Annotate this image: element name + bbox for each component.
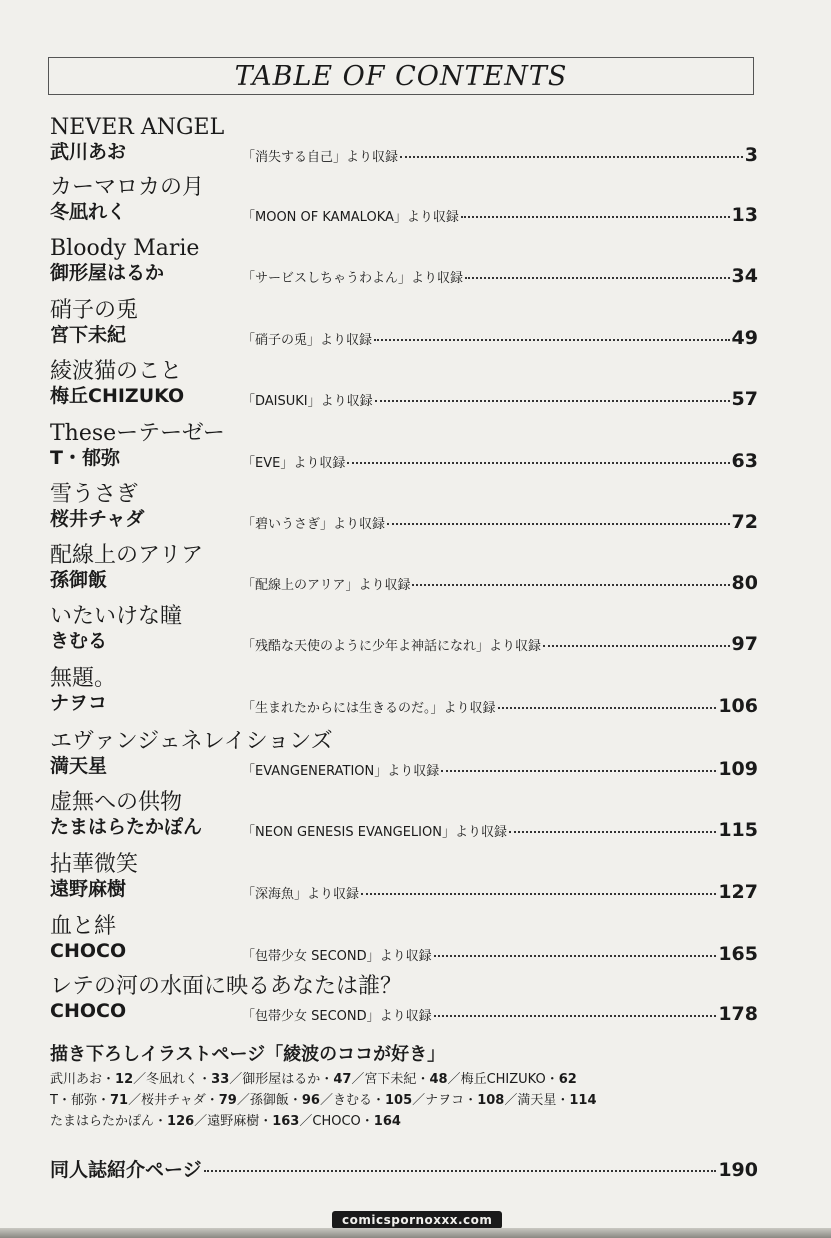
dot-leader [498,707,717,709]
artist-name: 冬凪れく [146,1072,199,1087]
toc-title-box [48,57,754,95]
dot-leader [509,831,716,833]
source-line [242,265,758,287]
page-number: 62 [558,1072,577,1087]
separator: ／ [504,1093,518,1108]
separator: ／ [319,1093,333,1108]
toc-entry[interactable] [50,115,758,175]
story-title: エヴァンジェネレイションズ [50,729,333,754]
dot-separator: ・ [198,1072,212,1087]
illustration-line [50,1090,770,1111]
story-author: 遠野麻樹 [50,878,127,900]
illustration-credit[interactable] [50,1114,194,1129]
illustration-line [50,1069,770,1090]
page-number: 72 [731,511,758,533]
dot-leader [465,277,730,279]
dot-leader [347,462,729,464]
story-author: 孫御飯 [50,569,108,591]
dot-separator: ・ [102,1072,116,1087]
illustration-credit[interactable] [50,1072,133,1087]
source-text: 「深海魚」より収録 [242,887,360,902]
illustration-credit[interactable] [312,1114,401,1129]
page-number: 49 [731,327,758,349]
illustration-credit[interactable] [141,1093,237,1108]
source-line [242,881,758,903]
source-text: 「配線上のアリア」より収録 [242,578,411,593]
source-text: 「硝子の兎」より収録 [242,333,373,348]
story-author: 桜井チャダ [50,508,145,530]
story-author: 冬凪れく [50,201,127,223]
dot-leader [434,1015,717,1017]
page-number: 106 [718,695,758,717]
source-line [242,204,758,226]
illustration-credit[interactable] [146,1072,229,1087]
dot-leader [441,770,716,772]
dot-leader [461,216,730,218]
toc-entry[interactable] [50,543,758,603]
story-author: きむる [50,630,108,652]
artist-name: CHOCO [312,1114,361,1129]
dot-leader [412,584,729,586]
page-number: 34 [731,265,758,287]
source-line [242,943,758,965]
page-number: 63 [731,450,758,472]
source-text: 「消失する自己」より収録 [242,150,399,165]
dot-leader [400,156,743,158]
dot-separator: ・ [556,1093,570,1108]
dot-separator: ・ [154,1114,168,1129]
story-author: CHOCO [50,1000,127,1022]
toc-entry[interactable] [50,298,758,358]
page-number: 109 [718,758,758,780]
illustration-credit[interactable] [517,1093,596,1108]
dot-separator: ・ [464,1093,478,1108]
artist-name: 孫御飯 [249,1093,289,1108]
source-text: 「碧いうさぎ」より収録 [242,517,386,532]
illustration-line [50,1111,770,1132]
separator: ／ [447,1072,461,1087]
illustration-credit[interactable] [207,1114,299,1129]
dot-leader [361,893,716,895]
story-title: カーマロカの月 [50,175,205,200]
page-number: 108 [477,1093,505,1108]
illustration-credit[interactable] [250,1093,320,1108]
page-number: 115 [718,819,758,841]
illustration-credit[interactable] [461,1072,577,1087]
artist-name: T・郁弥 [50,1093,97,1108]
dot-separator: ・ [205,1093,219,1108]
story-author: CHOCO [50,940,127,962]
page-number: 97 [731,633,758,655]
dot-separator: ・ [416,1072,430,1087]
illustration-credit[interactable] [333,1093,412,1108]
source-line [242,327,758,349]
source-line [242,695,758,717]
illustration-credit[interactable] [242,1072,351,1087]
artist-name: きむる [332,1093,372,1108]
artist-name: 遠野麻樹 [207,1114,260,1129]
story-title: 配線上のアリア [50,543,204,568]
page-number: 105 [385,1093,413,1108]
story-title: Theseーテーゼー [50,421,225,446]
source-line [242,511,758,533]
story-title: 無題。 [50,666,117,691]
site-watermark: comicspornoxxx.com [332,1211,502,1229]
story-title: いたいけな瞳 [50,604,183,629]
dot-leader [387,523,730,525]
dot-separator: ・ [545,1072,559,1087]
toc-entry[interactable] [50,974,758,1034]
source-line [242,144,758,166]
page-number: 79 [218,1093,237,1108]
illustration-credit[interactable] [364,1072,447,1087]
story-title: 硝子の兎 [50,298,139,323]
artist-name: 御形屋はるか [242,1072,321,1087]
source-text: 「DAISUKI」より収録 [242,394,373,409]
doujin-label: 同人誌紹介ページ [50,1159,202,1181]
source-line [242,758,758,780]
dot-separator: ・ [288,1093,302,1108]
page-number: 114 [569,1093,597,1108]
source-text: 「EVANGENERATION」より収録 [242,764,440,779]
page-number: 126 [167,1114,195,1129]
dot-leader [434,955,717,957]
separator: ／ [133,1072,147,1087]
source-text: 「EVE」より収録 [242,456,346,471]
story-title: 拈華微笑 [50,852,139,877]
artist-name: 桜井チャダ [141,1093,206,1108]
source-line [242,1003,758,1025]
illustration-section [50,1043,770,1132]
dot-separator: ・ [320,1072,334,1087]
page-number: 3 [744,144,758,166]
toc-entry[interactable] [50,175,758,235]
artist-name: 宮下未紀 [364,1072,417,1087]
separator: ／ [236,1093,250,1108]
separator: ／ [412,1093,426,1108]
page-edge-shadow [0,1228,831,1238]
dot-leader [375,400,730,402]
toc-entry[interactable] [50,852,758,912]
illustration-credit[interactable] [50,1093,128,1108]
toc-entry[interactable] [50,421,758,481]
source-line [242,819,758,841]
story-author: 宮下未紀 [50,324,127,346]
separator: ／ [351,1072,365,1087]
source-text: 「サービスしちゃうわよん」より収録 [242,271,464,286]
toc-entry[interactable] [50,482,758,542]
artist-name: 武川あお [50,1072,103,1087]
artist-name: たまはらたかぽん [50,1114,155,1129]
dot-separator: ・ [360,1114,374,1129]
story-author: 御形屋はるか [50,262,165,284]
toc-entry[interactable] [50,666,758,726]
source-text: 「MOON OF KAMALOKA」より収録 [242,210,459,225]
story-title: NEVER ANGEL [50,115,225,140]
dot-separator: ・ [371,1093,385,1108]
source-line [242,633,758,655]
story-author: たまはらたかぽん [50,816,203,838]
source-text: 「包帯少女 SECOND」より収録 [242,949,432,964]
story-title: レテの河の水面に映るあなたは誰？ [50,974,403,999]
separator: ／ [128,1093,142,1108]
toc-entry[interactable] [50,914,758,974]
story-title: Bloody Marie [50,236,200,261]
separator: ／ [194,1114,208,1129]
page-number: 163 [272,1114,300,1129]
page-number: 164 [373,1114,401,1129]
story-author: ナヲコ [50,692,108,714]
source-line [242,388,758,410]
toc-entry[interactable] [50,604,758,664]
dot-leader [204,1170,717,1172]
dot-separator: ・ [96,1093,110,1108]
page-number: 80 [731,572,758,594]
separator: ／ [299,1114,313,1129]
source-line [242,572,758,594]
illustration-list [50,1069,770,1132]
story-author: T・郁弥 [50,447,120,469]
story-title: 雪うさぎ [50,482,139,507]
artist-name: 満天星 [517,1093,557,1108]
page-number: 190 [718,1159,758,1181]
page-number: 96 [301,1093,320,1108]
source-text: 「包帯少女 SECOND」より収録 [242,1009,432,1024]
story-title: 綾波猫のこと [50,359,183,384]
page-number: 165 [718,943,758,965]
illustration-credit[interactable] [425,1093,504,1108]
story-title: 血と絆 [50,914,117,939]
page-number: 13 [731,204,758,226]
page-number: 127 [718,881,758,903]
source-line [242,450,758,472]
toc-entry[interactable] [50,790,758,850]
dot-leader [543,645,730,647]
illustration-heading: 描き下ろしイラストページ「綾波のココが好き」 [50,1044,446,1065]
source-text: 「残酷な天使のように少年よ神話になれ」より収録 [242,639,542,654]
page-number: 12 [115,1072,134,1087]
doujin-entry[interactable] [50,1155,758,1182]
page-number: 33 [211,1072,230,1087]
page-number: 71 [109,1093,129,1108]
artist-name: 梅丘CHIZUKO [460,1072,546,1087]
page-number: 47 [333,1072,352,1087]
toc-entry[interactable] [50,236,758,296]
page-number: 57 [731,388,758,410]
source-text: 「NEON GENESIS EVANGELION」より収録 [242,825,507,840]
story-title: 虚無への供物 [50,790,183,815]
dot-leader [374,339,730,341]
toc-entry[interactable] [50,359,758,419]
toc-entry[interactable] [50,729,758,789]
story-author: 武川あお [50,141,127,163]
story-author: 満天星 [50,755,108,777]
story-author: 梅丘CHIZUKO [50,385,185,407]
source-text: 「生まれたからには生きるのだ。」より収録 [242,701,496,716]
page-title: TABLE OF CONTENTS [234,60,568,92]
separator: ／ [229,1072,243,1087]
dot-separator: ・ [259,1114,273,1129]
page-number: 48 [429,1072,448,1087]
artist-name: ナヲコ [425,1093,465,1108]
page-number: 178 [718,1003,758,1025]
